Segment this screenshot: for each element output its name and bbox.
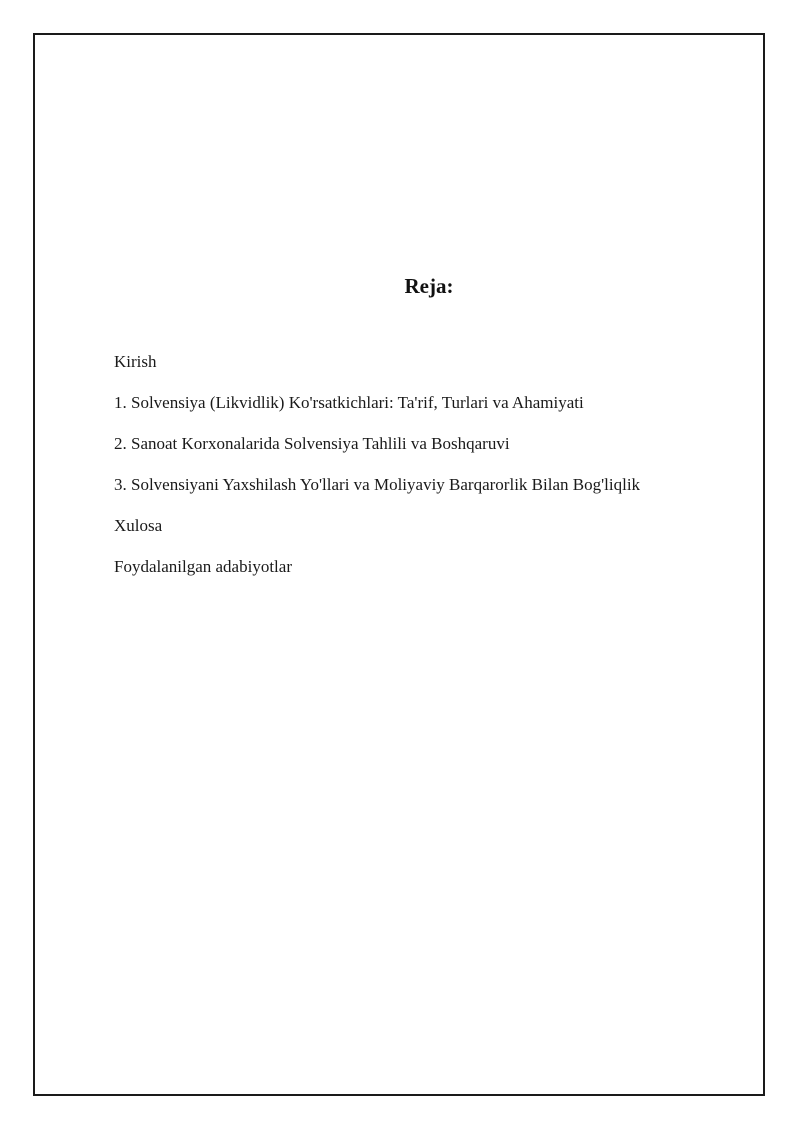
toc-item-chapter-1: 1. Solvensiya (Likvidlik) Ko'rsatkichlari: Ta'rif, Turlari va Ahamiyati: [114, 393, 584, 412]
toc-item-introduction: Kirish: [114, 352, 157, 371]
toc-item-references: Foydalanilgan adabiyotlar: [114, 557, 292, 576]
toc-item-chapter-2: 2. Sanoat Korxonalarida Solvensiya Tahlili va Boshqaruvi: [114, 434, 510, 453]
toc-item-chapter-3: 3. Solvensiyani Yaxshilash Yo'llari va Moliyaviy Barqarorlik Bilan Bog'liqlik: [114, 475, 641, 494]
page-title: Reja:: [404, 274, 454, 298]
table-of-contents: [114, 351, 640, 597]
toc-item-conclusion: Xulosa: [114, 516, 163, 535]
